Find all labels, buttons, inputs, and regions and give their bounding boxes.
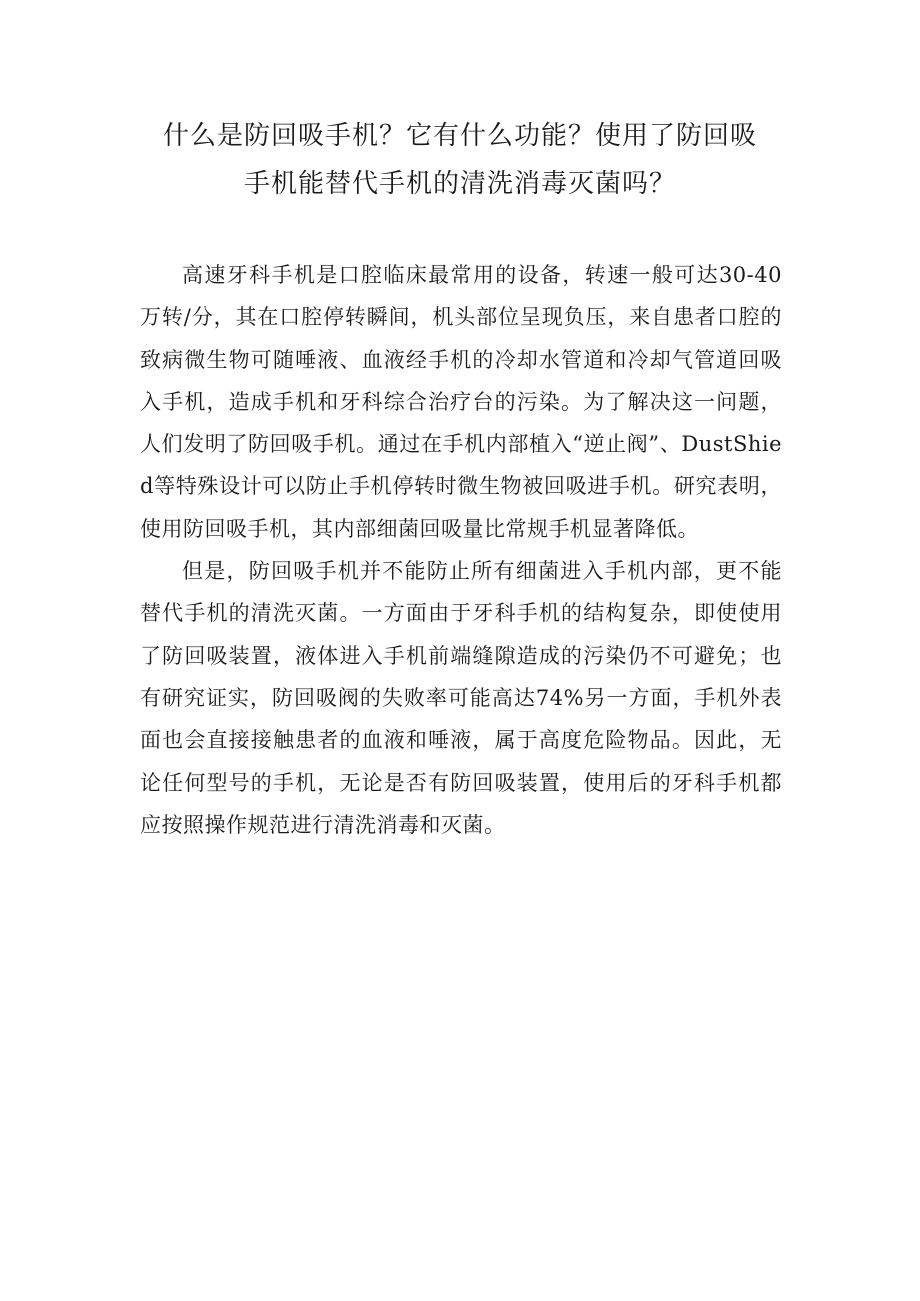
paragraph-1: 高速牙科手机是口腔临床最常用的设备，转速一般可达30-40万转/分，其在口腔停转瞬间，机头部位呈现负压，来自患者口腔的致病微生物可随唾液、血液经手机的冷却水管道和冷却气管道回吸入手机，造成手机和牙科综合治疗台的污染。为了解决这一问题，人们发明了防回吸手机。通过在手机内部植入“逆止阀”、DustShied等特殊设计可以防止手机停转时微生物被回吸进手机。研究表明，使用防回吸手机，其内部细菌回吸量比常规手机显著降低。	[140, 263, 782, 541]
paragraph-2: 但是，防回吸手机并不能防止所有细菌进入手机内部，更不能替代手机的清洗灭菌。一方面由于牙科手机的结构复杂，即使使用了防回吸装置，液体进入手机前端缝隙造成的污染仍不可避免；也有研究证实，防回吸阀的失败率可能高达74%另一方面，手机外表面也会直接接触患者的血液和唾液，属于高度危险物品。因此，无论任何型号的手机，无论是否有防回吸装置，使用后的牙科手机都应按照操作规范进行清洗消毒和灭菌。	[140, 559, 782, 837]
title-line-2: 手机能替代手机的清洗消毒灭菌吗？	[243, 169, 676, 199]
document-body	[140, 254, 782, 846]
title-line-1: 什么是防回吸手机？它有什么功能？使用了防回吸	[162, 121, 757, 151]
document-title	[130, 112, 790, 208]
